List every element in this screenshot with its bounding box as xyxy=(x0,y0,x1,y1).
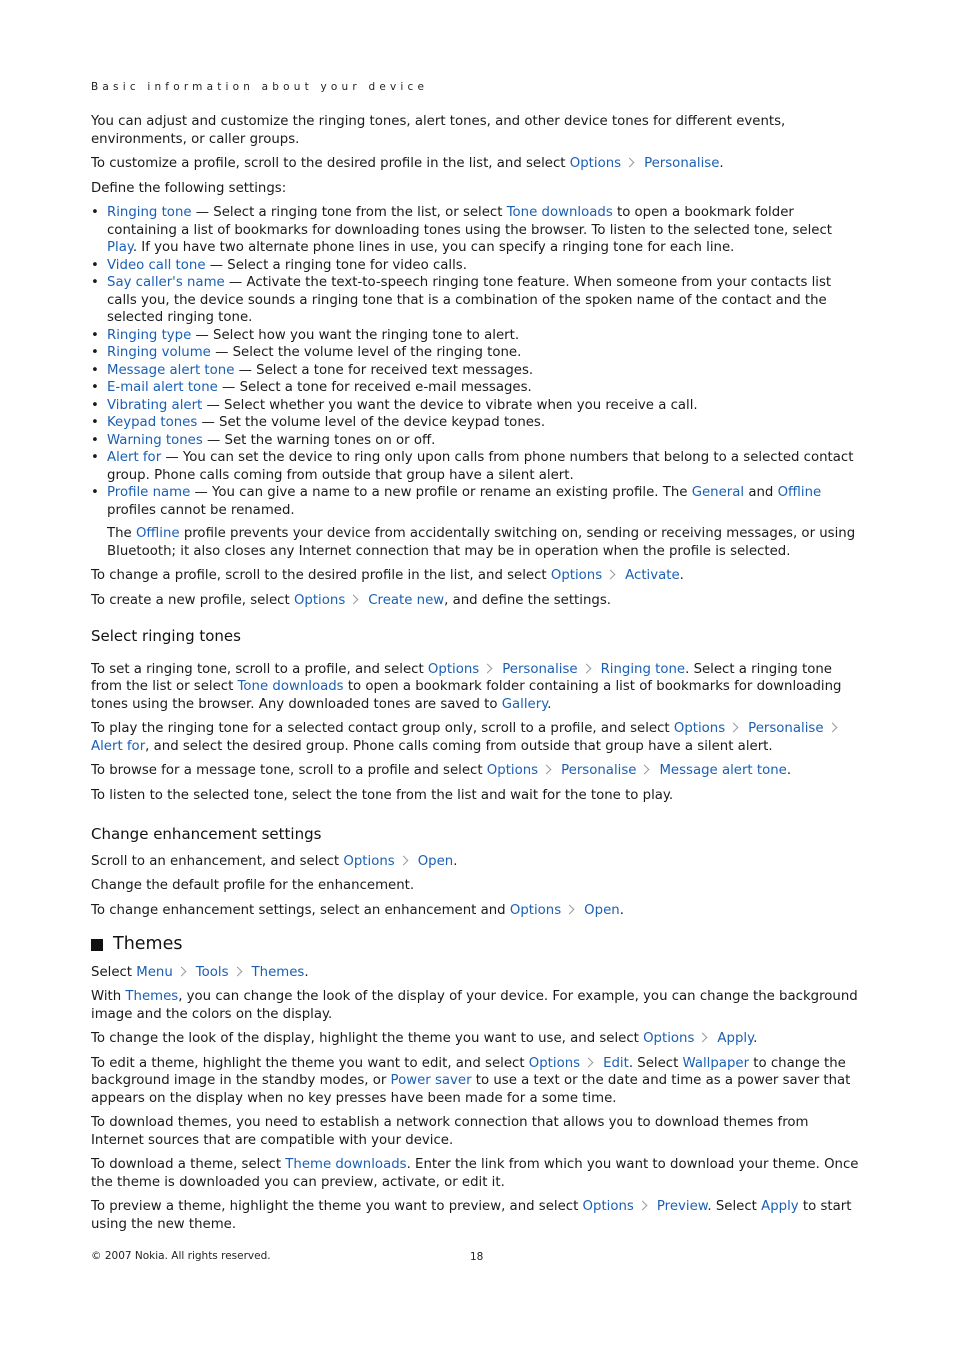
menu-link-apply[interactable]: Apply xyxy=(717,1031,754,1046)
text-run: . xyxy=(786,763,792,778)
text-run: . Select a ringing tone from the list or select xyxy=(91,661,832,694)
setting-link[interactable]: Say caller's name xyxy=(107,275,225,290)
themes-paragraph-3 xyxy=(91,1030,865,1048)
text-run: — Select whether you want the device to vibrate when you receive a call. xyxy=(202,397,698,413)
setting-link[interactable]: Ringing volume xyxy=(107,345,211,360)
customize-profile-paragraph xyxy=(91,155,865,173)
menu-link-options[interactable]: Options xyxy=(673,721,726,736)
text-run: . Enter the link from which you want to download your theme. Once the theme is downloaded you can preview, activate, or edit it. xyxy=(91,1157,859,1190)
page-number: 18 xyxy=(470,1251,484,1263)
text-run: . xyxy=(453,853,458,869)
menu-link-options[interactable]: Options xyxy=(582,1199,634,1214)
change-profile-paragraph xyxy=(91,567,865,585)
list-item xyxy=(91,397,865,415)
menu-link-gallery[interactable]: Gallery xyxy=(501,696,548,712)
menu-link-personalise[interactable]: Personalise xyxy=(644,156,720,171)
themes-heading-label: Themes xyxy=(113,934,183,954)
menu-link-ringing-tone[interactable]: Ringing tone xyxy=(600,661,686,677)
setting-link[interactable]: Play xyxy=(107,240,133,255)
menu-link-options[interactable]: Options xyxy=(509,902,562,918)
menu-link-personalise[interactable]: Personalise xyxy=(748,721,824,736)
themes-paragraph-2 xyxy=(91,988,865,1023)
setting-link[interactable]: Ringing tone xyxy=(107,205,192,220)
menu-link-options[interactable]: Options xyxy=(486,763,539,778)
enhancement-paragraph-1 xyxy=(91,853,865,871)
list-item xyxy=(91,379,865,397)
text-run: . xyxy=(719,156,724,171)
text-run: — Set the volume level of the device keypad tones. xyxy=(197,415,546,430)
menu-link-themes[interactable]: Themes xyxy=(125,989,179,1004)
menu-link-menu[interactable]: Menu xyxy=(136,964,173,980)
menu-link-open[interactable]: Open xyxy=(584,902,620,918)
text-run: Select xyxy=(91,964,137,980)
text-run: . Select xyxy=(707,1199,762,1214)
setting-link[interactable]: Offline xyxy=(777,485,822,500)
menu-link-wallpaper[interactable]: Wallpaper xyxy=(682,1055,750,1071)
text-run: To browse for a message tone, scroll to a profile and select xyxy=(91,763,487,778)
menu-link-options[interactable]: Options xyxy=(550,568,603,583)
menu-link-apply[interactable]: Apply xyxy=(761,1199,799,1214)
text-run: — Set the warning tones on or off. xyxy=(202,432,436,448)
text-run: — You can give a name to a new profile or rename an existing profile. The xyxy=(190,485,692,500)
list-item xyxy=(91,327,865,345)
themes-paragraph-1 xyxy=(91,964,865,982)
text-run: — Select a tone for received text messages. xyxy=(234,362,534,378)
menu-link-message-alert-tone[interactable]: Message alert tone xyxy=(659,763,787,778)
text-run: The xyxy=(107,526,136,541)
text-run: — Activate the text-to-speech ringing tone feature. When someone from your contacts list calls you, the device sounds a ringing tone that is a combination of the spoken name of the contact and the selected ringing tone. xyxy=(107,275,832,325)
chevron-right-icon xyxy=(640,765,650,775)
menu-link-options[interactable]: Options xyxy=(528,1055,581,1071)
menu-link-create-new[interactable]: Create new xyxy=(368,592,445,608)
menu-link-theme-downloads[interactable]: Theme downloads xyxy=(285,1157,407,1172)
text-run: . xyxy=(547,696,552,712)
text-run: . If you have two alternate phone lines in use, you can specify a ringing tone for each line. xyxy=(132,240,735,255)
running-header: Basic information about your device xyxy=(91,81,429,93)
setting-link[interactable]: Tone downloads xyxy=(506,205,613,220)
text-run: With xyxy=(91,989,126,1004)
themes-paragraph-6 xyxy=(91,1156,865,1191)
chevron-right-icon xyxy=(349,594,359,604)
text-run: To preview a theme, highlight the theme you want to preview, and select xyxy=(91,1199,583,1214)
list-item xyxy=(91,204,865,257)
setting-link[interactable]: Ringing type xyxy=(107,327,192,343)
text-run: To change enhancement settings, select an enhancement and xyxy=(91,902,510,918)
chevron-right-icon xyxy=(176,966,186,976)
text-run: . xyxy=(753,1031,758,1046)
text-run: to open a bookmark folder containing a list of bookmarks for downloading tones using the browser. Any downloaded tones are saved to xyxy=(91,679,842,712)
list-item xyxy=(91,449,865,484)
intro-paragraph: You can adjust and customize the ringing tones, alert tones, and other device tones for different events, environments, or caller groups. xyxy=(91,114,786,147)
setting-link[interactable]: Video call tone xyxy=(107,257,206,273)
setting-link[interactable]: General xyxy=(691,485,745,500)
menu-link-options[interactable]: Options xyxy=(427,661,480,677)
text-run: to change the background image in the standby modes, or xyxy=(91,1055,846,1088)
text-run: — Select a ringing tone for video calls. xyxy=(205,257,467,273)
chevron-right-icon xyxy=(625,158,635,168)
ringing-tones-heading: Select ringing tones xyxy=(91,627,241,645)
menu-link-tools[interactable]: Tools xyxy=(195,964,229,980)
menu-link-preview[interactable]: Preview xyxy=(656,1199,708,1214)
text-run: . xyxy=(679,568,684,583)
list-item xyxy=(91,414,865,432)
menu-link-options[interactable]: Options xyxy=(293,592,346,608)
menu-link-edit[interactable]: Edit xyxy=(603,1055,629,1071)
menu-link-personalise[interactable]: Personalise xyxy=(561,763,637,778)
themes-paragraph-5: To download themes, you need to establish a network connection that allows you to download themes from Internet sources that are compatible with your device. xyxy=(91,1115,809,1148)
list-item xyxy=(91,344,865,362)
chevron-right-icon xyxy=(729,723,739,733)
ringing-paragraph-4: To listen to the selected tone, select the tone from the list and wait for the tone to play. xyxy=(91,787,674,803)
list-item xyxy=(91,362,865,380)
text-run: To play the ringing tone for a selected contact group only, scroll to a profile, and select xyxy=(91,721,674,736)
enhancement-paragraph-3 xyxy=(91,902,865,920)
list-item xyxy=(91,432,865,450)
settings-list xyxy=(91,204,865,519)
chevron-right-icon xyxy=(581,663,591,673)
setting-link[interactable]: Warning tones xyxy=(107,432,203,448)
text-run: — Select the volume level of the ringing tone. xyxy=(210,345,522,360)
chevron-right-icon xyxy=(232,966,242,976)
text-run: To customize a profile, scroll to the desired profile in the list, and select xyxy=(91,156,570,171)
document-body xyxy=(91,113,865,1240)
chevron-right-icon xyxy=(584,1057,594,1067)
chevron-right-icon xyxy=(483,663,493,673)
text-run: , you can change the look of the display of your device. For example, you can change the background image and the colors on the display. xyxy=(91,989,858,1022)
text-run: , and select the desired group. Phone calls coming from outside that group have a silent alert. xyxy=(145,738,773,754)
section-marker-icon xyxy=(91,939,103,951)
offline-note-paragraph xyxy=(91,525,865,560)
menu-link-options[interactable]: Options xyxy=(569,156,622,171)
text-run: . Select xyxy=(628,1055,683,1071)
chevron-right-icon xyxy=(606,570,616,580)
enhancement-heading: Change enhancement settings xyxy=(91,825,322,843)
ringing-paragraph-3 xyxy=(91,762,865,780)
text-run: To change a profile, scroll to the desired profile in the list, and select xyxy=(91,568,551,583)
text-run: To create a new profile, select xyxy=(91,592,294,608)
chevron-right-icon xyxy=(542,765,552,775)
text-run: To set a ringing tone, scroll to a profile, and select xyxy=(91,661,428,677)
text-run: To edit a theme, highlight the theme you want to edit, and select xyxy=(91,1055,529,1071)
create-profile-paragraph xyxy=(91,592,865,610)
chevron-right-icon xyxy=(565,904,575,914)
ringing-paragraph-2 xyxy=(91,720,865,755)
define-settings-paragraph: Define the following settings: xyxy=(91,180,287,196)
themes-heading xyxy=(91,936,865,954)
chevron-right-icon xyxy=(637,1201,647,1211)
list-item xyxy=(91,274,865,327)
text-run: — Select a tone for received e-mail messages. xyxy=(217,380,532,395)
chevron-right-icon xyxy=(398,855,408,865)
setting-link[interactable]: E-mail alert tone xyxy=(107,380,218,395)
enhancement-paragraph-2: Change the default profile for the enhancement. xyxy=(91,878,415,893)
text-run: profiles cannot be renamed. xyxy=(107,502,295,518)
menu-link-open[interactable]: Open xyxy=(417,853,454,869)
text-run: to open a bookmark folder containing a list of bookmarks for downloading tones using the browser. To listen to the selected tone, select xyxy=(107,205,832,238)
themes-paragraph-4 xyxy=(91,1055,865,1108)
list-item xyxy=(91,484,865,519)
footer-copyright: © 2007 Nokia. All rights reserved. xyxy=(91,1250,271,1262)
text-run: . xyxy=(619,902,624,918)
setting-link[interactable]: Keypad tones xyxy=(107,415,198,430)
chevron-right-icon xyxy=(698,1033,708,1043)
text-run: , and define the settings. xyxy=(444,592,611,608)
setting-link[interactable]: Profile name xyxy=(107,485,191,500)
text-run: profile prevents your device from accidentally switching on, sending or receiving messages, or using Bluetooth; it also closes any Internet connection that may be in operation when the profile is selected. xyxy=(107,526,856,559)
text-run: — Select a ringing tone from the list, or select xyxy=(191,205,507,220)
setting-link[interactable]: Alert for xyxy=(107,450,162,465)
menu-link-options[interactable]: Options xyxy=(343,853,395,869)
text-run: and xyxy=(744,485,778,500)
text-run: Scroll to an enhancement, and select xyxy=(91,853,344,869)
text-run: . xyxy=(304,964,309,980)
text-run: — You can set the device to ring only upon calls from phone numbers that belong to a selected contact group. Phone calls coming from outside that group have a silent alert. xyxy=(107,450,854,483)
text-run: To download a theme, select xyxy=(91,1157,286,1172)
chevron-right-icon xyxy=(827,723,837,733)
text-run: to start using the new theme. xyxy=(91,1199,852,1232)
menu-link-alert-for[interactable]: Alert for xyxy=(91,738,146,754)
menu-link-themes[interactable]: Themes xyxy=(251,964,305,980)
menu-link-power-saver[interactable]: Power saver xyxy=(390,1073,472,1088)
list-item xyxy=(91,257,865,275)
setting-link[interactable]: Vibrating alert xyxy=(107,397,203,413)
text-run: — Select how you want the ringing tone to alert. xyxy=(191,327,520,343)
menu-link-activate[interactable]: Activate xyxy=(625,568,680,583)
setting-link[interactable]: Message alert tone xyxy=(107,362,235,378)
ringing-paragraph-1 xyxy=(91,661,865,714)
menu-link-tone-downloads[interactable]: Tone downloads xyxy=(237,679,344,694)
themes-paragraph-7 xyxy=(91,1198,865,1233)
text-run: To change the look of the display, highlight the theme you want to use, and select xyxy=(91,1031,644,1046)
menu-link-options[interactable]: Options xyxy=(643,1031,695,1046)
text-run: to use a text or the date and time as a power saver that appears on the display when no key presses have been made for a some time. xyxy=(91,1073,851,1106)
offline-link[interactable]: Offline xyxy=(135,526,180,541)
menu-link-personalise[interactable]: Personalise xyxy=(502,661,578,677)
